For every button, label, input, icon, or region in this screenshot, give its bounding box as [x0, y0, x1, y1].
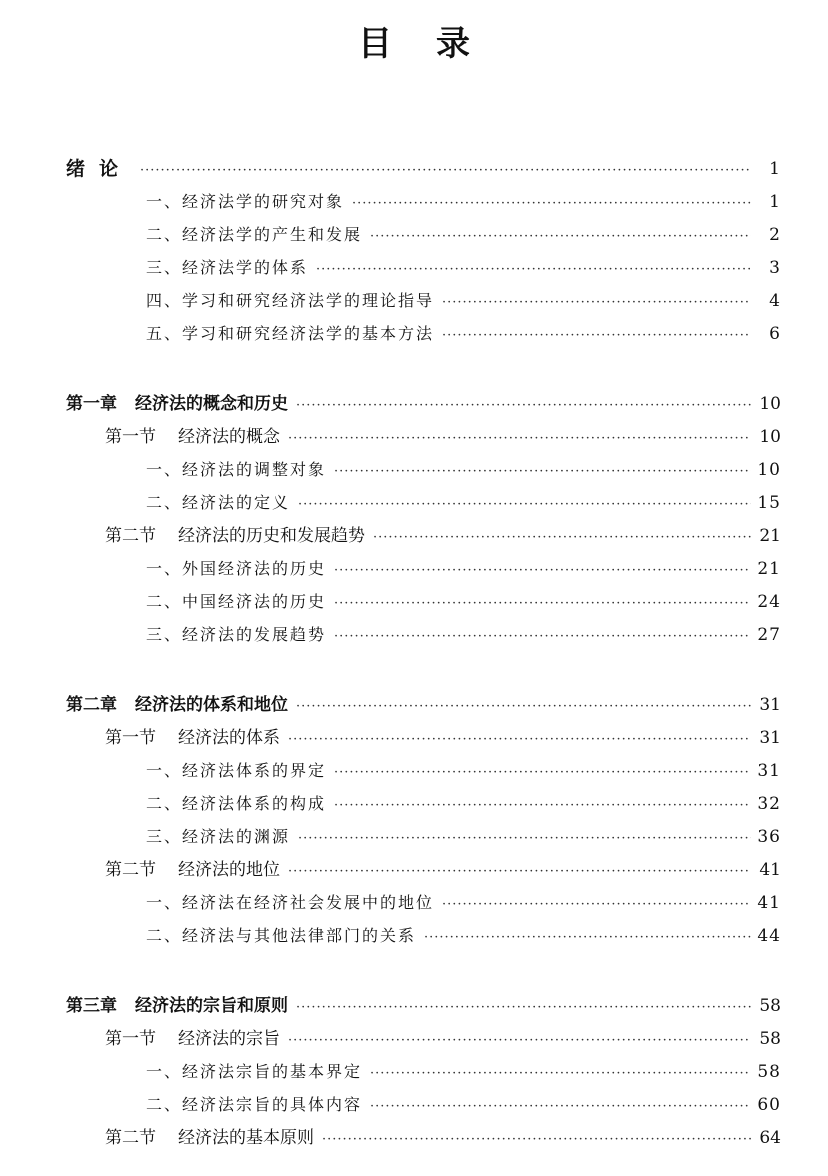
toc-entry-title: 一、经济法在经济社会发展中的地位	[146, 892, 435, 912]
page-number: 31	[757, 760, 781, 781]
page-number: 31	[759, 727, 781, 748]
chapter-number: 第三章	[66, 995, 117, 1016]
toc-entry-title	[105, 727, 280, 749]
section-gap	[0, 350, 828, 387]
dot-leader	[370, 1061, 751, 1083]
dot-leader	[424, 925, 751, 947]
page-number: 10	[759, 393, 781, 414]
toc-entry-title	[105, 1127, 314, 1149]
section-number: 第二节	[105, 859, 156, 880]
toc-entry-title	[105, 1028, 280, 1050]
toc-entry-title: 一、经济法体系的界定	[146, 760, 327, 780]
page-number: 2	[769, 224, 781, 245]
toc-section[interactable]	[0, 721, 828, 754]
dot-leader	[373, 525, 751, 547]
section-title: 经济法的基本原则	[178, 1127, 314, 1148]
dot-leader	[442, 290, 751, 312]
dot-leader	[140, 158, 751, 180]
page-number: 10	[757, 459, 781, 480]
section-gap	[0, 952, 828, 989]
toc-entry-title: 一、经济法宗旨的基本界定	[146, 1061, 363, 1081]
page-number: 21	[759, 525, 781, 546]
toc-chapter[interactable]	[0, 989, 828, 1022]
dot-leader	[298, 492, 751, 514]
dot-leader	[288, 727, 751, 749]
page-number: 36	[757, 826, 781, 847]
section-title: 经济法的地位	[178, 859, 280, 880]
toc-section[interactable]	[0, 1022, 828, 1055]
toc-item[interactable]	[0, 486, 828, 519]
page-number: 58	[759, 1028, 781, 1049]
page-number: 24	[757, 591, 781, 612]
toc-item[interactable]	[0, 317, 828, 350]
page-number: 60	[757, 1094, 781, 1115]
section-title: 经济法的概念	[178, 426, 280, 447]
page-number: 10	[759, 426, 781, 447]
toc-entry-title: 五、学习和研究经济法学的基本方法	[146, 323, 435, 343]
toc-entry-title: 四、学习和研究经济法学的理论指导	[146, 290, 435, 310]
toc-entry-title: 二、经济法的定义	[146, 492, 291, 512]
table-of-contents	[0, 152, 828, 1154]
page-number: 27	[757, 624, 781, 645]
dot-leader	[334, 459, 751, 481]
page-title: 目录	[358, 24, 514, 64]
dot-leader	[298, 826, 751, 848]
dot-leader	[442, 892, 751, 914]
section-number: 第二节	[105, 1127, 156, 1148]
dot-leader	[296, 694, 751, 716]
chapter-number: 第二章	[66, 694, 117, 715]
dot-leader	[370, 224, 751, 246]
chapter-number: 第一章	[66, 393, 117, 414]
section-number: 第一节	[105, 727, 156, 748]
page-number: 21	[757, 558, 781, 579]
toc-item[interactable]	[0, 453, 828, 486]
page-number: 44	[757, 925, 781, 946]
page-number: 1	[769, 191, 781, 212]
toc-intro[interactable]	[0, 152, 828, 185]
section-gap	[0, 651, 828, 688]
toc-item[interactable]	[0, 552, 828, 585]
toc-entry-title: 二、经济法宗旨的具体内容	[146, 1094, 363, 1114]
dot-leader	[352, 191, 751, 213]
section-title: 经济法的历史和发展趋势	[178, 525, 365, 546]
dot-leader	[296, 393, 751, 415]
toc-item[interactable]	[0, 919, 828, 952]
page-number: 3	[769, 257, 781, 278]
dot-leader	[334, 624, 751, 646]
toc-entry-title: 三、经济法的渊源	[146, 826, 291, 846]
page-number: 15	[757, 492, 781, 513]
dot-leader	[296, 995, 751, 1017]
chapter-title: 经济法的体系和地位	[135, 694, 288, 715]
chapter-title: 经济法的概念和历史	[135, 393, 288, 414]
dot-leader	[288, 1028, 751, 1050]
page-number: 58	[757, 1061, 781, 1082]
toc-entry-title: 二、中国经济法的历史	[146, 591, 327, 611]
dot-leader	[288, 859, 751, 881]
toc-entry-title: 绪论	[66, 157, 133, 180]
toc-item[interactable]	[0, 1088, 828, 1121]
page-number: 6	[769, 323, 781, 344]
page-number: 4	[769, 290, 781, 311]
toc-entry-title	[66, 393, 288, 415]
section-number: 第一节	[105, 426, 156, 447]
dot-leader	[334, 591, 751, 613]
toc-entry-title	[66, 694, 288, 716]
toc-section[interactable]	[0, 420, 828, 453]
page-number: 32	[757, 793, 781, 814]
toc-entry-title: 二、经济法学的产生和发展	[146, 224, 363, 244]
page-number: 64	[759, 1127, 781, 1148]
dot-leader	[442, 323, 751, 345]
toc-item[interactable]	[0, 787, 828, 820]
toc-item[interactable]	[0, 886, 828, 919]
toc-item[interactable]	[0, 754, 828, 787]
toc-section[interactable]	[0, 853, 828, 886]
toc-entry-title: 一、经济法的调整对象	[146, 459, 327, 479]
toc-chapter[interactable]	[0, 688, 828, 721]
section-number: 第一节	[105, 1028, 156, 1049]
toc-entry-title: 一、外国经济法的历史	[146, 558, 327, 578]
toc-item[interactable]	[0, 218, 828, 251]
toc-chapter[interactable]	[0, 387, 828, 420]
toc-entry-title	[105, 859, 280, 881]
section-title: 经济法的宗旨	[178, 1028, 280, 1049]
toc-item[interactable]	[0, 585, 828, 618]
page-number: 58	[759, 995, 781, 1016]
toc-item[interactable]	[0, 820, 828, 853]
toc-item[interactable]	[0, 1055, 828, 1088]
toc-item[interactable]	[0, 251, 828, 284]
dot-leader	[334, 558, 751, 580]
page-number: 41	[759, 859, 781, 880]
toc-item[interactable]	[0, 284, 828, 317]
page-number: 31	[759, 694, 781, 715]
toc-entry-title	[105, 525, 365, 547]
dot-leader	[316, 257, 751, 279]
dot-leader	[288, 426, 751, 448]
toc-entry-title: 一、经济法学的研究对象	[146, 191, 345, 211]
page-number: 1	[769, 158, 781, 179]
dot-leader	[334, 760, 751, 782]
toc-section[interactable]	[0, 1121, 828, 1154]
dot-leader	[370, 1094, 751, 1116]
toc-item[interactable]	[0, 618, 828, 651]
toc-entry-title	[105, 426, 280, 448]
toc-entry-title	[66, 995, 288, 1017]
section-title: 经济法的体系	[178, 727, 280, 748]
dot-leader	[334, 793, 751, 815]
dot-leader	[322, 1127, 751, 1149]
toc-item[interactable]	[0, 185, 828, 218]
toc-entry-title: 二、经济法与其他法律部门的关系	[146, 925, 417, 945]
toc-entry-title: 三、经济法学的体系	[146, 257, 309, 277]
toc-section[interactable]	[0, 519, 828, 552]
section-number: 第二节	[105, 525, 156, 546]
page-number: 41	[757, 892, 781, 913]
toc-entry-title: 三、经济法的发展趋势	[146, 624, 327, 644]
chapter-title: 经济法的宗旨和原则	[135, 995, 288, 1016]
toc-entry-title: 二、经济法体系的构成	[146, 793, 327, 813]
